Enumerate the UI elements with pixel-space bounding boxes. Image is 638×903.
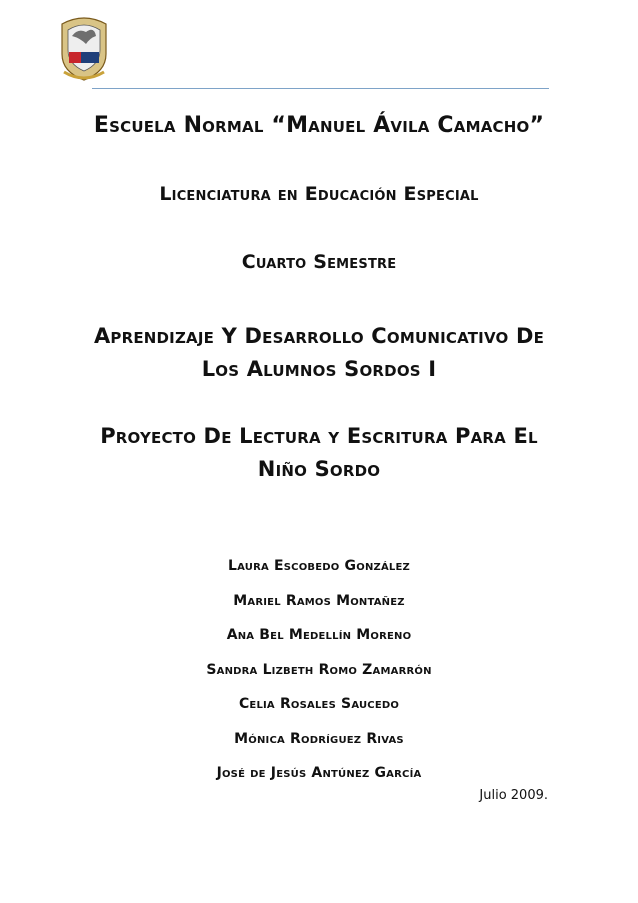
semester: Cuarto Semestre [241,251,397,273]
project-title [0,420,638,486]
author-list [0,556,638,798]
header-divider [92,88,549,89]
degree-name: Licenciatura en Educación Especial [159,183,479,205]
author-name: Sandra Lizbeth Romo Zamarrón [206,661,432,678]
course-title [0,320,638,386]
school-name: Escuela Normal “Manuel Ávila Camacho” [93,113,545,138]
author-name: Celia Rosales Saucedo [238,696,400,712]
author-name: Ana Bel Medellín Moreno [226,627,412,643]
project-title-line-2: Niño Sordo [257,457,381,481]
author-name: Mónica Rodríguez Rivas [234,730,404,747]
course-title-line-1: Aprendizaje Y Desarrollo Comunicativo De [93,324,545,348]
course-title-line-2: Los Alumnos Sordos I [201,357,437,381]
school-crest-icon [56,14,112,82]
author-name: Mariel Ramos Montañez [233,592,405,609]
author-name: Laura Escobedo González [228,558,410,574]
date: Julio 2009. [479,788,548,803]
author-name: José de Jesús Antúnez García [216,765,422,781]
project-title-line-1: Proyecto De Lectura y Escritura Para El [100,424,538,448]
